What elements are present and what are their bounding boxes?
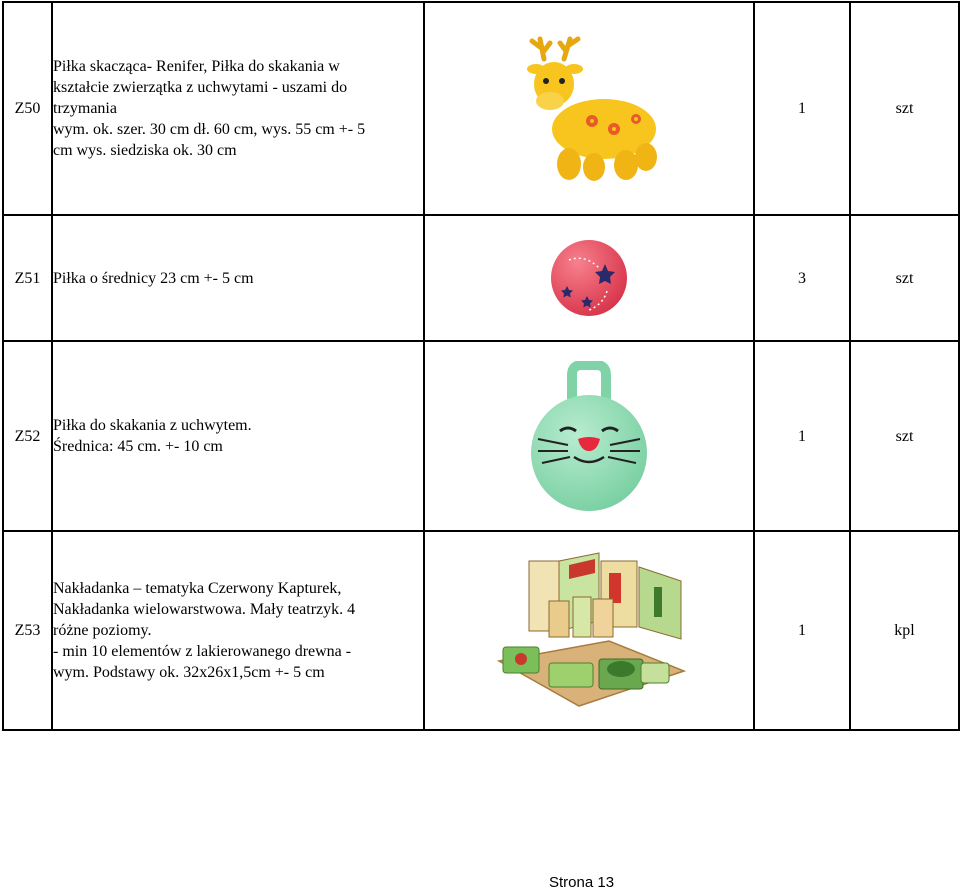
item-unit: szt: [850, 215, 959, 341]
table-row: [3, 341, 959, 531]
description-line: kształcie zwierzątka z uchwytami - uszami do: [53, 79, 348, 96]
item-image-cell: [424, 2, 754, 215]
description-line: cm wys. siedziska ok. 30 cm: [53, 142, 237, 159]
table-row: [3, 215, 959, 341]
item-code: Z51: [3, 215, 52, 341]
description-line: Średnica: 45 cm. +- 10 cm: [53, 438, 223, 455]
item-quantity: 3: [754, 215, 850, 341]
item-quantity: 1: [754, 2, 850, 215]
red-star-ball-icon: [547, 236, 631, 320]
item-description: [52, 2, 424, 215]
item-unit: szt: [850, 341, 959, 531]
description-line: Piłka do skakania z uchwytem.: [53, 417, 252, 434]
table-row: [3, 531, 959, 730]
item-description: [52, 341, 424, 531]
item-code: Z50: [3, 2, 52, 215]
description-line: Piłka o średnicy 23 cm +- 5 cm: [53, 269, 254, 287]
description-line: - min 10 elementów z lakierowanego drewna -: [53, 643, 352, 660]
description-line: Nakładanka – tematyka Czerwony Kapturek,: [53, 580, 342, 597]
item-description: [52, 531, 424, 730]
description-line: wym. ok. szer. 30 cm dł. 60 cm, wys. 55 cm +- 5: [53, 121, 366, 138]
page-number: Strona 13: [549, 874, 615, 891]
item-description: [52, 215, 424, 341]
table-row: [3, 2, 959, 215]
item-image-cell: [424, 341, 754, 531]
description-line: Nakładanka wielowarstwowa. Mały teatrzyk. 4: [53, 601, 356, 618]
items-table: [2, 1, 960, 731]
item-quantity: 1: [754, 341, 850, 531]
item-code: Z52: [3, 341, 52, 531]
description-line: różne poziomy.: [53, 622, 152, 639]
description-line: trzymania: [53, 100, 117, 117]
item-image-cell: [424, 215, 754, 341]
wooden-puzzle-theater-icon: [489, 551, 689, 711]
item-unit: kpl: [850, 531, 959, 730]
description-line: Piłka skacząca- Renifer, Piłka do skakania w: [53, 58, 340, 75]
item-quantity: 1: [754, 531, 850, 730]
yellow-reindeer-hopper-icon: [514, 29, 664, 189]
green-cat-hopper-ball-icon: [524, 361, 654, 511]
item-unit: szt: [850, 2, 959, 215]
item-code: Z53: [3, 531, 52, 730]
description-line: wym. Podstawy ok. 32x26x1,5cm +- 5 cm: [53, 664, 325, 681]
item-image-cell: [424, 531, 754, 730]
